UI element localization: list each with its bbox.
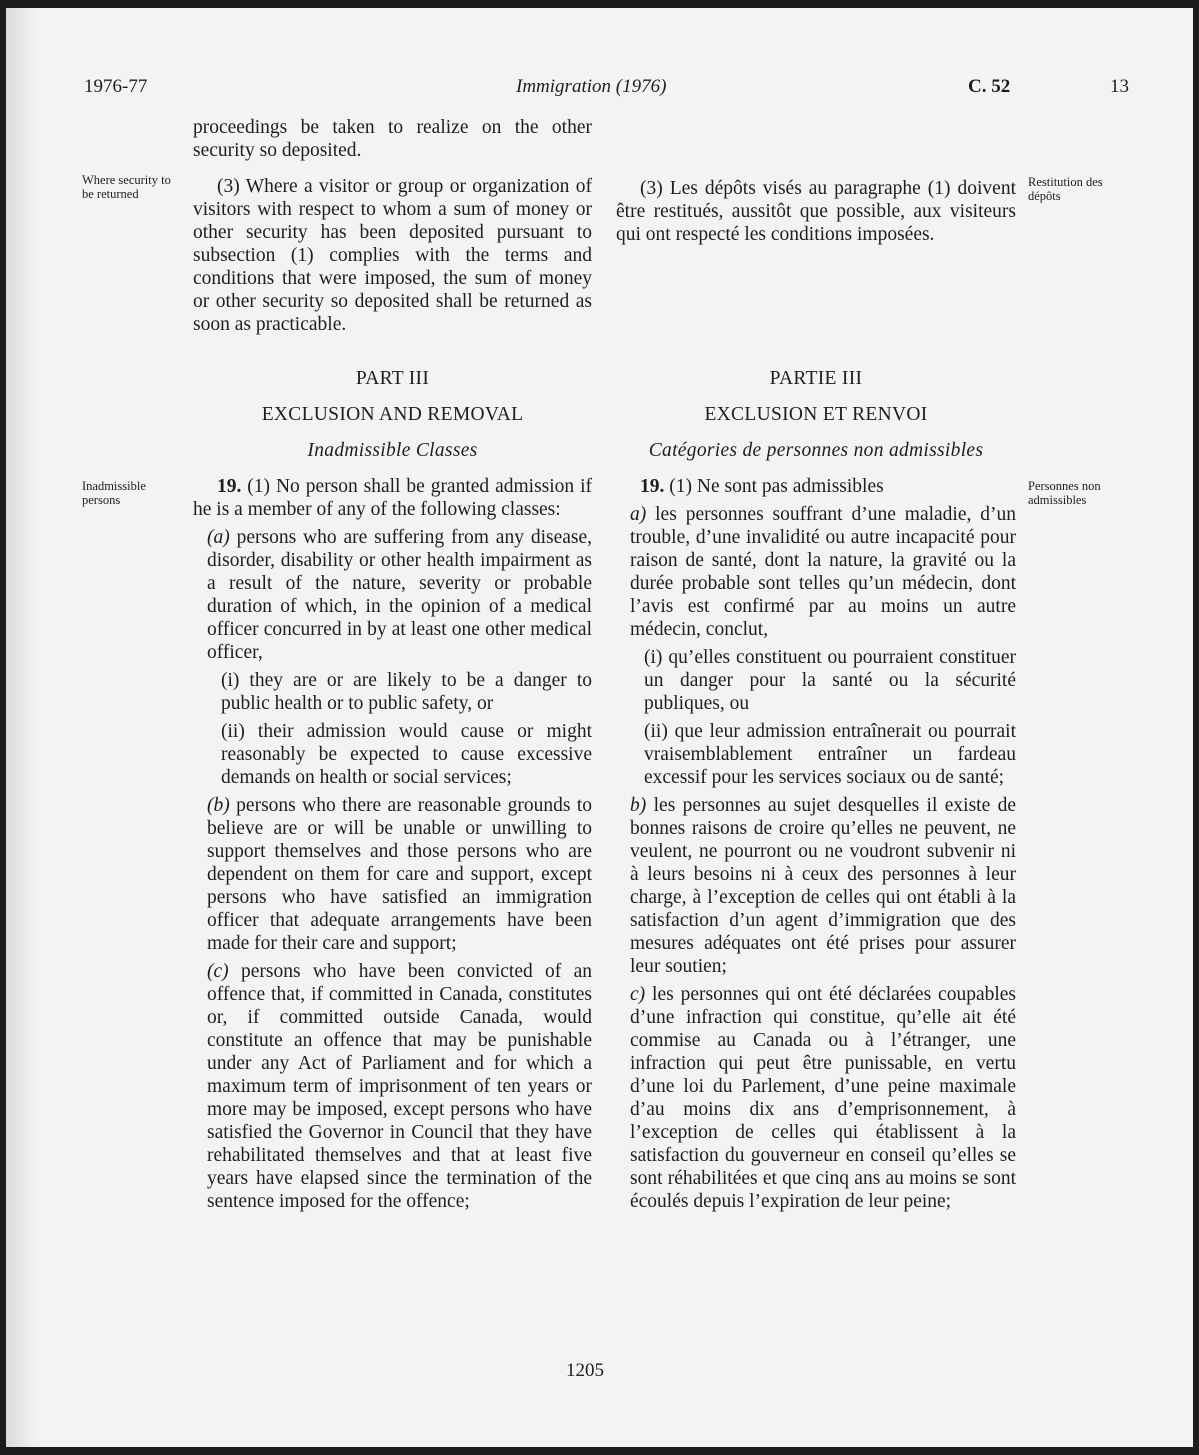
clause-b-label: (b) <box>207 795 230 816</box>
header-page-number: 13 <box>1110 76 1129 97</box>
part-title-fr: EXCLUSION ET RENVOI <box>704 404 928 425</box>
clause-b-text: persons who there are reasonable grounds to believe are or will be unable or unwilling to support themselves and those persons who are dependent on them for care and support, except persons who have satisfied an immigration officer that adequate arrangements have been made for their care and support; <box>207 795 592 954</box>
margin-note-restitution: Restitution des dépôts <box>1028 175 1103 203</box>
clause-a-label-fr: a) <box>630 504 647 525</box>
section-intro-text-fr: (1) Ne sont pas admissibles <box>669 476 884 497</box>
clause-a-ii: (ii) their admission would cause or might reasonably be expected to cause excessive demands on health or social services; <box>221 721 592 788</box>
part-title-en: EXCLUSION AND REMOVAL <box>261 404 524 425</box>
clause-a-fr <box>616 503 1016 641</box>
part-heading-fr: PARTIE III <box>769 368 863 389</box>
clause-c-text: persons who have been convicted of an offence that, if committed in Canada, constitutes or, if committed outside Canada, would constitute an offence that may be punishable under any Act of Parliament and for which a maximum term of imprisonment of ten years or more may be imposed, except persons who have satisfied the Governor in Council that they have rehabilitated themselves and that at least five years have elapsed since the termination of the sentence imposed for the offence; <box>207 961 593 1212</box>
document-page <box>6 8 1193 1447</box>
para-3-text-fr: (3) Les dépôts visés au paragraphe (1) doivent être restitués, aussitôt que possible, aux visiteurs qui ont respecté les conditions imposées. <box>616 178 1016 245</box>
header-year: 1976-77 <box>84 76 148 97</box>
clause-c <box>193 960 592 1213</box>
english-section-19 <box>193 475 592 1218</box>
para-3-text: (3) Where a visitor or group or organization of visitors with respect to whom a sum of money or other security has been deposited pursuant to subsection (1) complies with the terms and conditions that were imposed, the sum of money or other security so deposited shall be returned as soon as practicable. <box>193 176 592 335</box>
margin-note-inadmissible-en: Inadmissible persons <box>82 479 146 507</box>
continuation-text: proceedings be taken to realize on the other security so deposited. <box>193 117 592 161</box>
footer-page-number: 1205 <box>566 1360 604 1381</box>
margin-note-security: Where security to be returned <box>82 173 171 201</box>
header-chapter: C. 52 <box>968 76 1011 97</box>
french-section-19 <box>616 475 1016 1218</box>
clause-c-fr <box>616 983 1016 1213</box>
section-number: 19. <box>217 476 242 497</box>
clause-b-fr <box>616 794 1016 978</box>
clause-a-ii-fr: (ii) que leur admission entraînerait ou pourrait vraisemblablement entraîner un fardeau excessif pour les services sociaux ou de santé; <box>644 721 1016 788</box>
section-19-intro-fr <box>616 475 1016 498</box>
part-heading-en: PART III <box>355 368 430 389</box>
clause-a-text-fr: les personnes souffrant d’une maladie, d’un trouble, d’une invalidité ou autre incapacité pour raison de santé, dont la nature, la gravité ou la durée probable sont telles qu’un médecin, dont l’avis est confirmé par au moins un autre médecin, conclut, <box>630 504 1016 640</box>
clause-a <box>193 526 592 664</box>
clause-a-i-fr: (i) qu’elles constituent ou pourraient constituer un danger pour la santé ou la sécurité publiques, ou <box>644 647 1016 714</box>
clause-a-label: (a) <box>207 527 230 548</box>
clause-b-label-fr: b) <box>630 795 647 816</box>
clause-b <box>193 794 592 955</box>
clause-c-label-fr: c) <box>630 984 646 1005</box>
english-para-3 <box>193 175 592 341</box>
clause-a-i: (i) they are or are likely to be a danger to public health or to public safety, or <box>221 670 592 714</box>
section-19-intro <box>193 475 592 521</box>
clause-a-text: persons who are suffering from any disease, disorder, disability or other health impairment as a result of the nature, severity or probable duration of which, in the opinion of a medical officer concurred in by at least one other medical officer, <box>207 527 592 663</box>
clause-c-label: (c) <box>207 961 229 982</box>
margin-note-inadmissible-fr: Personnes non admissibles <box>1028 479 1101 507</box>
section-number-fr: 19. <box>640 476 665 497</box>
english-continuation <box>193 116 592 167</box>
section-intro-text: (1) No person shall be granted admission if he is a member of any of the following classes: <box>193 476 592 520</box>
subheading-fr: Catégories de personnes non admissibles <box>648 440 984 461</box>
header-title: Immigration (1976) <box>516 76 667 97</box>
clause-c-text-fr: les personnes qui ont été déclarées coupables d’une infraction qui constitue, qu’elle ait été commise au Canada ou à l’étranger, une infraction qui peut être punissable, en vertu d’une loi du Parlement, d’une peine maximale d’au moins dix ans d’emprisonnement, à l’exception de celles qui établissent à la satisfaction du gouverneur en conseil qu’elles se sont réhabilitées et que cinq ans au moins se sont écoulés depuis l’expiration de leur peine; <box>630 984 1017 1212</box>
subheading-en: Inadmissible Classes <box>307 440 478 461</box>
clause-b-text-fr: les personnes au sujet desquelles il existe de bonnes raisons de croire qu’elles ne peuvent, ne veulent, ne pourront ou ne voudront subvenir ni à leurs besoins ni à ceux des personnes à leur charge, à l’exception de celles qui ont établi à la satisfaction d’un agent d’immigration que des mesures adéquates ont été prises pour assurer leur soutien; <box>630 795 1016 977</box>
french-para-3 <box>616 177 1016 251</box>
